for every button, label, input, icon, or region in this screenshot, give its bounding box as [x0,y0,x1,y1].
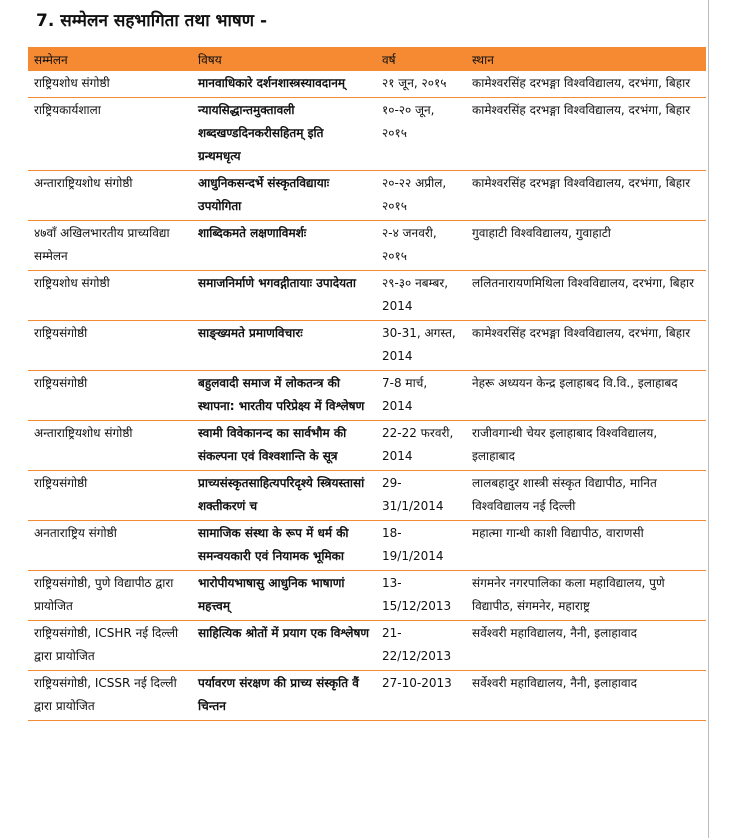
cell-subject: समाजनिर्माणे भगवद्गीतायाः उपादेयता [192,271,376,321]
cell-conference: राष्ट्रियसंगोष्ठी [28,471,192,521]
cell-place: कामेश्वरसिंह दरभङ्गा विश्वविद्यालय, दरभंगा, बिहार [466,71,706,98]
table-row [28,621,706,671]
header-conference: सम्मेलन [28,47,192,71]
cell-conference: राष्ट्रियसंगोष्ठी [28,371,192,421]
cell-conference: राष्ट्रियसंगोष्ठी, ICSHR नई दिल्ली द्वारा प्रायोजित [28,621,192,671]
table-row [28,471,706,521]
section-heading: 7. सम्मेलन सहभागिता तथा भाषण - [36,11,268,31]
cell-conference: ४७वाँ अखिलभारतीय प्राच्यविद्या सम्मेलन [28,221,192,271]
cell-year: २९-३० नबम्बर, 2014 [376,271,466,321]
cell-place: कामेश्वरसिंह दरभङ्गा विश्वविद्यालय, दरभंगा, बिहार [466,171,706,221]
cell-subject: सामाजिक संस्था के रूप में धर्म की समन्वयकारी एवं नियामक भूमिका [192,521,376,571]
cell-subject: पर्यावरण संरक्षण की प्राच्य संस्कृति वैं चिन्तन [192,671,376,721]
cell-subject: बहुलवादी समाज में लोकतन्त्र की स्थापना: भारतीय परिप्रेक्ष्य में विश्लेषण [192,371,376,421]
cell-place: गुवाहाटी विश्वविद्यालय, गुवाहाटी [466,221,706,271]
cell-place: कामेश्वरसिंह दरभङ्गा विश्वविद्यालय, दरभंगा, बिहार [466,321,706,371]
cell-conference: अन्ताराष्ट्रियशोध संगोष्ठी [28,171,192,221]
table-row [28,671,706,721]
table-row [28,371,706,421]
cell-subject: प्राच्यसंस्कृतसाहित्यपरिदृश्ये स्त्रियस्तासां शक्तीकरणं च [192,471,376,521]
cell-year: 18-19/1/2014 [376,521,466,571]
cell-subject: भारोपीयभाषासु आधुनिक भाषाणां महत्त्वम् [192,571,376,621]
cell-year: 13-15/12/2013 [376,571,466,621]
table-row [28,98,706,171]
cell-subject: मानवाधिकारे दर्शनशास्त्रस्यावदानम् [192,71,376,98]
table-row [28,521,706,571]
cell-conference: राष्ट्रियसंगोष्ठी, पुणे विद्यापीठ द्वारा प्रायोजित [28,571,192,621]
table-row [28,271,706,321]
cell-place: सर्वेश्वरी महाविद्यालय, नैनी, इलाहावाद [466,671,706,721]
cell-subject: स्वामी विवेकानन्द का सार्वभौम की संकल्पना एवं विश्वशान्ति के सूत्र [192,421,376,471]
cell-year: 30-31, अगस्त, 2014 [376,321,466,371]
cell-place: नेहरू अध्ययन केन्द्र इलाहाबद वि.वि., इलाहाबद [466,371,706,421]
cell-conference: अन्ताराष्ट्रियशोध संगोष्ठी [28,421,192,471]
table-row [28,71,706,98]
cell-place: संगमनेर नगरपालिका कला महाविद्यालय, पुणे विद्यापीठ, संगमनेर, महाराष्ट्र [466,571,706,621]
cell-place: सर्वेश्वरी महाविद्यालय, नैनी, इलाहावाद [466,621,706,671]
table-row [28,171,706,221]
conference-table [28,47,706,721]
cell-year: 29-31/1/2014 [376,471,466,521]
cell-place: लालबहादुर शास्त्री संस्कृत विद्यापीठ, मानित विश्वविद्यालय नई दिल्ली [466,471,706,521]
header-subject: विषय [192,47,376,71]
table-header-row [28,47,706,71]
table-row [28,571,706,621]
page-margin-line [708,0,709,838]
cell-year: 21-22/12/2013 [376,621,466,671]
cell-place: राजीवगान्धी चेयर इलाहाबाद विश्वविद्यालय, इलाहाबाद [466,421,706,471]
cell-subject: साहित्यिक श्रोतों में प्रयाग एक विश्लेषण [192,621,376,671]
cell-year: 7-8 मार्च, 2014 [376,371,466,421]
cell-year: २१ जून, २०१५ [376,71,466,98]
cell-year: २-४ जनवरी, २०१५ [376,221,466,271]
cell-subject: आधुनिकसन्दर्भे संस्कृतविद्यायाः उपयोगिता [192,171,376,221]
table-row [28,421,706,471]
table-row [28,221,706,271]
cell-conference: राष्ट्रियसंगोष्ठी [28,321,192,371]
cell-place: कामेश्वरसिंह दरभङ्गा विश्वविद्यालय, दरभंगा, बिहार [466,98,706,171]
cell-conference: राष्ट्रियसंगोष्ठी, ICSSR नई दिल्ली द्वारा प्रायोजित [28,671,192,721]
cell-place: ललितनारायणमिथिला विश्वविद्यालय, दरभंगा, बिहार [466,271,706,321]
table-row [28,321,706,371]
header-place: स्थान [466,47,706,71]
cell-subject: न्यायसिद्धान्तमुक्तावली शब्दखण्डदिनकरीसहितम् इति ग्रन्थमधृत्य [192,98,376,171]
cell-subject: साङ्ख्यमते प्रमाणविचारः [192,321,376,371]
cell-year: १०-२० जून, २०१५ [376,98,466,171]
header-year: वर्ष [376,47,466,71]
cell-place: महात्मा गान्धी काशी विद्यापीठ, वाराणसी [466,521,706,571]
cell-conference: अनताराष्ट्रिय संगोष्ठी [28,521,192,571]
cell-year: 22-22 फरवरी, 2014 [376,421,466,471]
cell-conference: राष्ट्रियकार्यशाला [28,98,192,171]
cell-year: 27-10-2013 [376,671,466,721]
cell-conference: राष्ट्रियशोध संगोष्ठी [28,71,192,98]
cell-subject: शाब्दिकमते लक्षणाविमर्शः [192,221,376,271]
cell-year: २०-२२ अप्रील, २०१५ [376,171,466,221]
cell-conference: राष्ट्रियशोध संगोष्ठी [28,271,192,321]
